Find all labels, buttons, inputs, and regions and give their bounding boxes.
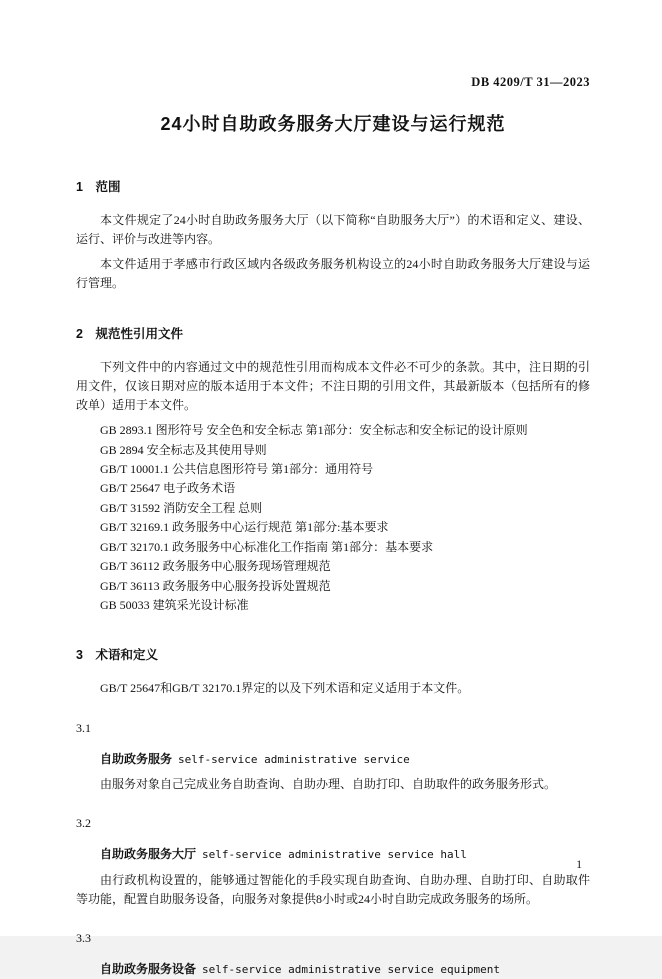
reference-item: GB 2893.1 图形符号 安全色和安全标志 第1部分：安全标志和安全标记的设计原则 [100,423,528,438]
page-number: 1 [576,859,582,871]
doc-code: DB 4209/T 31—2023 [471,75,590,89]
term-definition: 由行政机构设置的，能够通过智能化的手段实现自助查询、自助办理、自助打印、自助取件等功能，配置自助服务设备，向服务对象提供8小时或24小时自助完成政务服务的场所。 [76,872,590,906]
term-line [76,750,590,769]
reference-item: GB/T 32169.1 政务服务中心运行规范 第1部分:基本要求 [100,520,389,535]
reference-item: GB/T 10001.1 公共信息图形符号 第1部分：通用符号 [100,461,374,476]
reference-item: GB/T 32170.1 政务服务中心标准化工作指南 第1部分：基本要求 [100,539,434,554]
reference-list [100,421,590,615]
term-chinese: 自助政务服务大厅 [100,847,197,862]
term-line [76,960,590,979]
term-number: 3.1 [76,720,91,735]
term-number: 3.2 [76,816,91,831]
reference-item: GB/T 36112 政务服务中心服务现场管理规范 [100,559,331,574]
section-3-intro: GB/T 25647和GB/T 32170.1界定的以及下列术语和定义适用于本文件。 [100,681,470,696]
term-block-3-1 [76,719,590,795]
section-1-paragraph-1: 本文件规定了24小时自助政务服务大厅（以下简称“自助服务大厅”）的术语和定义、建设、运行、评价与改进等内容。 [76,212,590,246]
section-2-heading: 2 规范性引用文件 [76,326,183,341]
document-title: 24小时自助政务服务大厅建设与运行规范 [160,114,506,134]
reference-item: GB/T 36113 政务服务中心服务投诉处置规范 [100,578,331,593]
term-line [76,845,590,864]
term-english: self-service administrative service hall [202,848,467,862]
term-block-3-2 [76,814,590,909]
reference-item: GB 50033 建筑采光设计标准 [100,598,249,613]
reference-item: GB 2894 安全标志及其使用导则 [100,442,267,457]
reference-item: GB/T 25647 电子政务术语 [100,481,236,496]
section-2-intro: 下列文件中的内容通过文中的规范性引用而构成本文件必不可少的条款。其中，注日期的引用文件，仅该日期对应的版本适用于本文件；不注日期的引用文件，其最新版本（包括所有的修改单）适用于本文件。 [76,359,590,412]
term-number: 3.3 [76,930,91,945]
term-english: self-service administrative service equipment [202,963,501,977]
term-definition: 由服务对象自己完成业务自助查询、自助办理、自助打印、自助取件的政务服务形式。 [100,777,557,792]
section-1-paragraph-2: 本文件适用于孝感市行政区域内各级政务服务机构设立的24小时自助政务服务大厅建设与运行管理。 [76,257,590,291]
term-chinese: 自助政务服务设备 [100,962,197,977]
term-english: self-service administrative service [178,752,410,766]
section-3-heading: 3 术语和定义 [76,648,158,663]
reference-item: GB/T 31592 消防安全工程 总则 [100,500,263,515]
term-chinese: 自助政务服务 [100,751,173,766]
term-block-3-3 [76,929,590,979]
section-1-heading: 1 范围 [76,179,121,194]
